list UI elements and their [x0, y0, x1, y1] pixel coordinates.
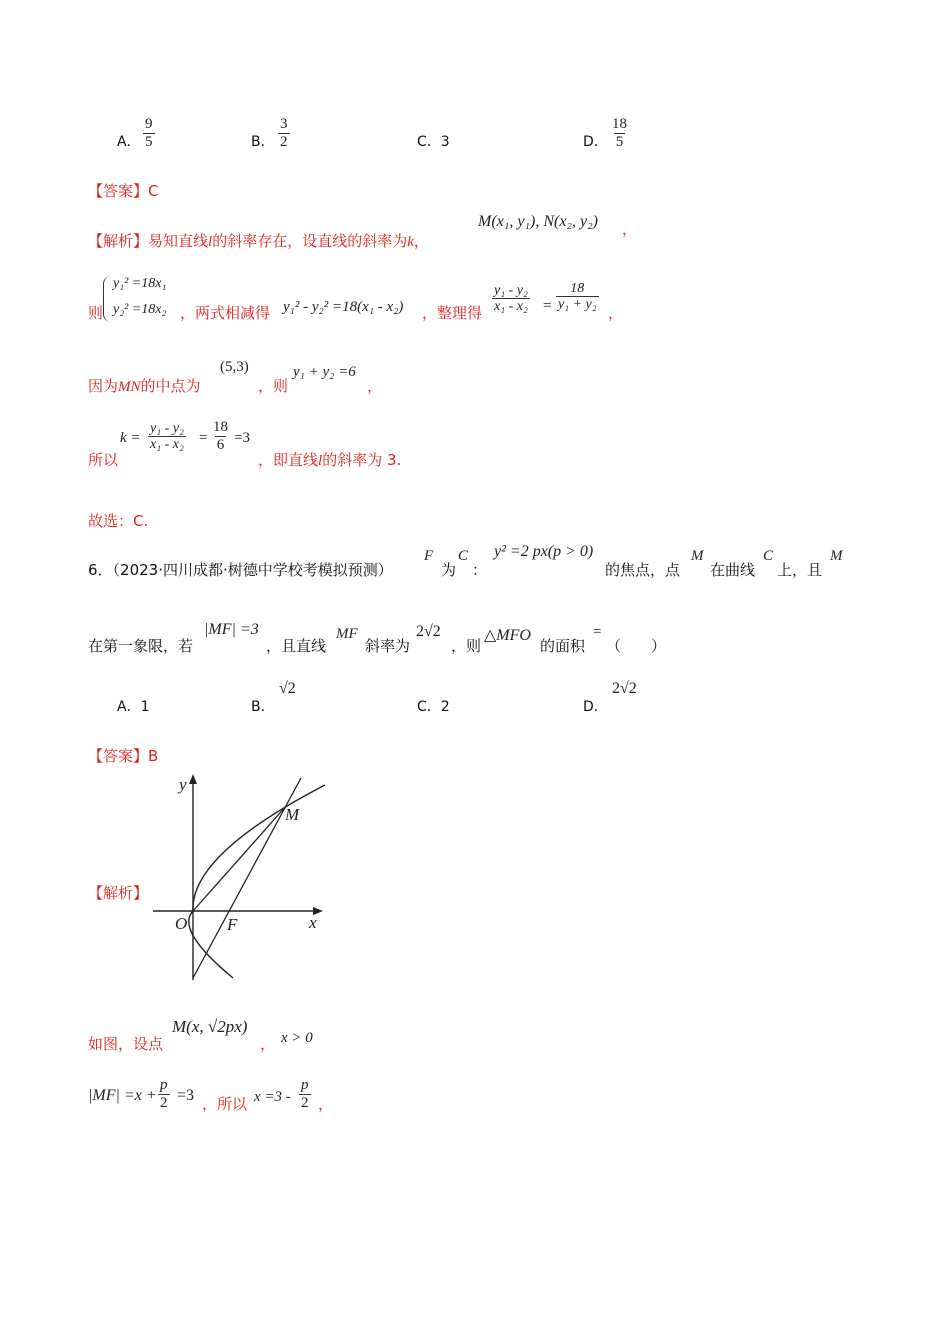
so-text: ，所以: [202, 1095, 248, 1113]
option-d: [583, 131, 608, 151]
option-letter: D．: [583, 134, 608, 150]
answer-paren: （ ）: [606, 637, 667, 655]
question-number: 6．: [88, 561, 113, 579]
option-letter: C．: [417, 134, 441, 150]
var-mf: MF: [336, 626, 358, 642]
text: 的中点为: [140, 377, 201, 395]
area-text: 的面积: [540, 637, 586, 655]
text: 因为: [88, 377, 119, 395]
on-curve-text: 在曲线: [710, 561, 756, 579]
var-mn: MN: [118, 379, 141, 395]
slope-value: 2√2: [416, 623, 441, 640]
numerator: 18: [570, 281, 585, 296]
numerator: 18: [213, 419, 228, 435]
text: 的斜率存在，设直线的斜率为: [212, 232, 408, 250]
q6-header: [88, 559, 393, 580]
option-letter: B．: [251, 134, 275, 150]
system-eq2: y₂² =18x₂: [113, 302, 167, 317]
option-d-fraction: [610, 116, 629, 150]
focus-text: 的焦点，点: [605, 561, 681, 579]
denominator: x₁ - x₂: [494, 299, 528, 315]
triangle-mfo: △MFO: [484, 627, 531, 644]
end-comma: ，: [318, 1095, 334, 1113]
comma: ，: [608, 304, 624, 322]
var-m2: M: [830, 548, 843, 564]
question-source: （2023·四川成都·树德中学校考模拟预测）: [112, 561, 393, 579]
denominator: y₁ + y₂: [558, 297, 597, 313]
p-over-2: [158, 1077, 170, 1111]
k-result: =3: [234, 430, 250, 446]
mn-points: M(x₁, y₁), N(x₂, y₂): [478, 213, 598, 230]
focus-label: F: [227, 915, 238, 934]
y-label: y: [179, 775, 187, 794]
segment-om: [193, 805, 287, 911]
option-c: [417, 131, 450, 151]
equals: =: [199, 430, 208, 446]
subtract-eq: y₁² - y₂² =18(x₁ - x₂): [283, 299, 404, 315]
denominator: x₁ - x₂: [150, 437, 184, 453]
mf-abs: |MF| =x +: [88, 1087, 157, 1104]
text: 易知直线: [148, 232, 209, 250]
q5-analysis-line1: [88, 230, 429, 251]
then2-text: ，则: [258, 377, 289, 395]
denominator: 2: [280, 133, 288, 150]
var-f: F: [424, 548, 434, 564]
point-m: M(x, √2px): [172, 1017, 248, 1036]
curve-eq: y² =2 px(p > 0): [494, 543, 594, 560]
text: ，即直线: [258, 451, 319, 469]
k-eq: k =: [120, 430, 141, 446]
option-letter: D．: [583, 699, 608, 715]
x-positive: x > 0: [281, 1030, 313, 1046]
analysis-label: 【解析】: [88, 232, 149, 250]
var-l: l: [208, 234, 213, 250]
option-value: 2: [440, 699, 450, 715]
midpoint: (5,3): [220, 359, 249, 375]
parabola-figure: [145, 770, 335, 985]
numerator: y₁ - y₂: [150, 421, 184, 436]
option-b: [251, 696, 275, 716]
mf-eq: |MF| =3: [204, 621, 259, 638]
var-m: M: [691, 548, 704, 564]
denominator: 2: [160, 1094, 168, 1111]
system-eq1: y₁² =18x₁: [113, 276, 167, 291]
numerator: 9: [145, 116, 153, 132]
rhs-fraction: [556, 281, 599, 313]
line2a-text: 在第一象限，若: [88, 637, 194, 655]
system-brace: [103, 276, 112, 322]
option-letter: B．: [251, 699, 275, 715]
then-text: ，则: [451, 637, 482, 655]
numerator: p: [160, 1077, 168, 1093]
point-m-label: M: [285, 805, 300, 824]
denominator: 2: [301, 1094, 309, 1111]
numerator: y₁ - y₂: [494, 283, 528, 298]
text-is: 为: [441, 561, 457, 579]
denominator: 5: [145, 133, 153, 150]
x-label: x: [309, 913, 317, 932]
comma: ，: [367, 377, 383, 395]
so-text: 所以: [88, 451, 119, 469]
slope-is-text: 斜率为: [365, 637, 411, 655]
option-a: [117, 696, 150, 716]
q5-answer: 【答案】C: [88, 182, 159, 200]
option-c: [417, 696, 450, 716]
option-value: 3: [440, 134, 450, 150]
option-a-fraction: [143, 116, 155, 150]
origin-label: O: [175, 914, 188, 933]
denominator: 5: [615, 133, 624, 150]
slope-line: [258, 449, 401, 470]
var-c: C: [458, 548, 469, 564]
line2b-text: ，且直线: [266, 637, 327, 655]
option-a: [117, 131, 141, 151]
q6-analysis-label: 【解析】: [88, 884, 149, 902]
option-d: [583, 696, 608, 716]
option-b-value: √2: [279, 680, 296, 697]
numerator: 3: [280, 116, 288, 132]
option-d-value: 2√2: [612, 680, 637, 697]
lhs-fraction: [492, 283, 530, 315]
numerator: 18: [612, 116, 627, 132]
equals: =: [543, 298, 552, 314]
colon: ：: [472, 561, 488, 579]
denominator: 6: [216, 436, 225, 453]
k-fraction-2: [211, 419, 230, 453]
k-fraction: [148, 421, 186, 453]
var-k: k: [407, 234, 414, 250]
equals: =: [593, 624, 602, 640]
option-b: [251, 131, 275, 151]
on-and-text: 上，且: [777, 561, 823, 579]
option-letter: C．: [417, 699, 441, 715]
line-a-text: 如图，设点: [88, 1035, 164, 1053]
text: 的斜率为 3.: [322, 451, 402, 469]
arrange-text: ，整理得: [422, 304, 483, 322]
comma: ，: [260, 1035, 276, 1053]
p-over-2-b: [299, 1077, 311, 1111]
then-label: 则: [88, 304, 104, 322]
y-axis-arrow: [189, 774, 197, 784]
option-value: 1: [140, 699, 150, 715]
option-letter: A．: [117, 699, 141, 715]
mf-result: =3: [177, 1087, 195, 1104]
because-line: [88, 375, 201, 396]
text: ，: [413, 232, 429, 250]
q6-answer: 【答案】B: [88, 747, 159, 765]
subtract-text: ，两式相减得: [180, 304, 271, 322]
var-c2: C: [763, 548, 774, 564]
numerator: p: [301, 1077, 309, 1093]
comma: ，: [622, 220, 638, 238]
option-letter: A．: [117, 134, 141, 150]
option-b-fraction: [278, 116, 290, 150]
q5-choose: 故选：C.: [88, 512, 149, 530]
x-eq: x =3 -: [254, 1089, 291, 1105]
var-l: l: [318, 453, 323, 469]
sum-eq: y₁ + y₂ =6: [293, 364, 356, 380]
